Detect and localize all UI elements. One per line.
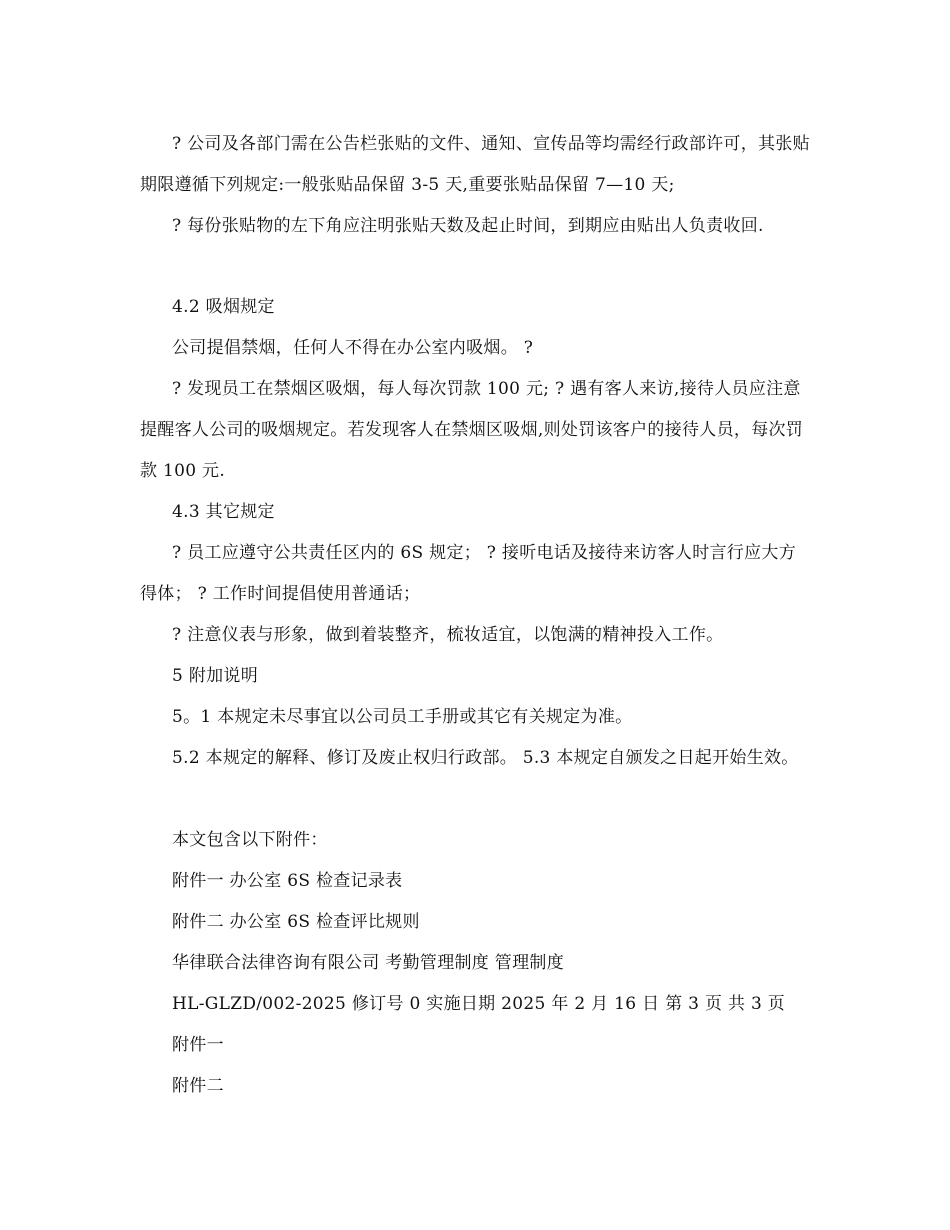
paragraph-no-smoking: 公司提倡禁烟，任何人不得在办公室内吸烟。 ? [172, 338, 534, 358]
paragraph-bulletin-rules: ? 公司及各部门需在公告栏张贴的文件、通知、宣传品等均需经行政部许可，其张贴期限遵循下列规定:一般张贴品保留 3-5 天,重要张贴品保留 7—10 天; [140, 134, 810, 195]
paragraph-5-1: 5。1 本规定未尽事宜以公司员工手册或其它有关规定为准。 [172, 707, 633, 727]
attachment-2-heading: 附件二 [172, 1076, 224, 1096]
attachment-1-heading: 附件一 [172, 1035, 224, 1055]
paragraph-5-2-5-3: 5.2 本规定的解释、修订及废止权归行政部。 5.3 本规定自颁发之日起开始生效。 [172, 748, 799, 768]
attachment-1-title: 附件一 办公室 6S 检查记录表 [172, 871, 403, 891]
document-meta-line: HL-GLZD/002-2025 修订号 0 实施日期 2025 年 2 月 16 日 第 3 页 共 3 页 [172, 994, 786, 1014]
attachment-2-title: 附件二 办公室 6S 检查评比规则 [172, 912, 420, 932]
company-line: 华律联合法律咨询有限公司 考勤管理制度 管理制度 [172, 953, 565, 973]
paragraph-attachments-intro: 本文包含以下附件： [172, 830, 328, 850]
paragraph-6s-rules: ? 员工应遵守公共责任区内的 6S 规定； ? 接听电话及接待来访客人时言行应大方得体； ? 工作时间提倡使用普通话； [140, 543, 797, 604]
paragraph-smoking-penalty: ? 发现员工在禁烟区吸烟，每人每次罚款 100 元; ? 遇有客人来访,接待人员应注意提醒客人公司的吸烟规定。若发现客人在禁烟区吸烟,则处罚该客户的接待人员，每次罚款 100 元. [140, 379, 804, 481]
section-heading-additional: 5 附加说明 [172, 666, 259, 686]
paragraph-posting-labels: ? 每份张贴物的左下角应注明张贴天数及起止时间，到期应由贴出人负责收回. [172, 216, 764, 236]
section-heading-smoking: 4.2 吸烟规定 [172, 297, 275, 317]
section-heading-other: 4.3 其它规定 [172, 502, 275, 522]
paragraph-appearance: ? 注意仪表与形象，做到着装整齐，梳妆适宜，以饱满的精神投入工作。 [172, 625, 724, 645]
